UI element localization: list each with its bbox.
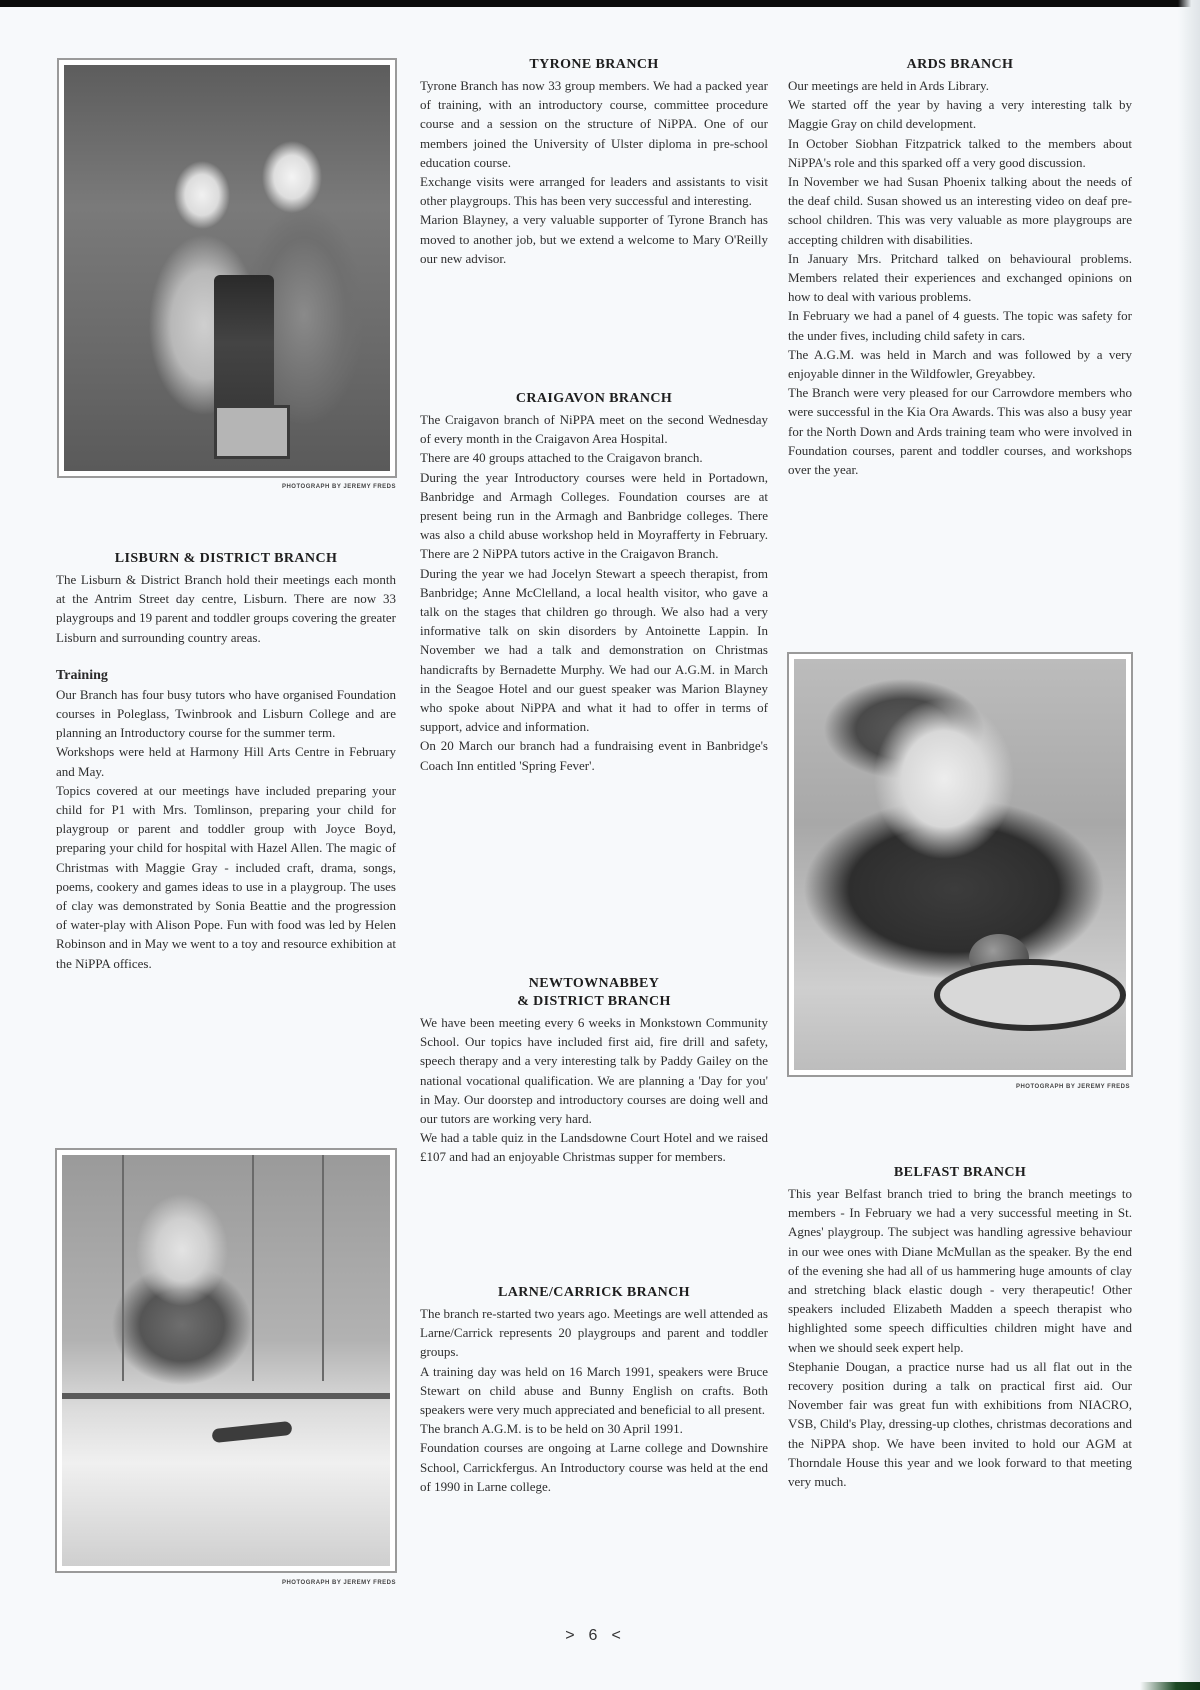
- article-heading: CRAIGAVON BRANCH: [515, 391, 673, 406]
- article-paragraph: Stephanie Dougan, a practice nurse had us all flat out in the recovery position during a talk on practical first aid. Our November fair was great fun with exhibitions from NIACRO, VSB, Child's Play, dressing-up clothes, christmas decorations and the NiPPA shop. We have been invited to hold our AGM at Thorndale House this year and we look forward to that meeting very much.: [788, 1358, 1132, 1490]
- article-newtownabbey: [420, 975, 768, 1167]
- article-larne-carrick: [420, 1284, 768, 1496]
- page-number-value: 6: [588, 1627, 612, 1644]
- article-lisburn: [56, 550, 396, 973]
- article-paragraph: In January Mrs. Pritchard talked on behavioural problems. Members related their experiences and exchanged opinions on how to deal with various problems.: [788, 250, 1132, 305]
- article-paragraph: On 20 March our branch had a fundraising event in Banbridge's Coach Inn entitled 'Spring Fever'.: [420, 738, 768, 773]
- article-paragraph: There are 40 groups attached to the Craigavon branch.: [420, 450, 703, 466]
- article-paragraph: In February we had a panel of 4 guests. The topic was safety for the under fives, including child safety in cars.: [788, 308, 1132, 343]
- scan-top-edge: [0, 0, 1200, 7]
- page-number-prefix: >: [565, 1627, 589, 1644]
- photo-toddler-high-chair: [55, 1148, 397, 1573]
- toy-base-shape: [214, 405, 290, 459]
- high-chair-tray: [62, 1393, 390, 1399]
- photo-image: [62, 1155, 390, 1566]
- article-belfast: [788, 1164, 1132, 1491]
- article-paragraph: The A.G.M. was held in March and was followed by a very enjoyable dinner in the Wildfowler, Greyabbey.: [788, 346, 1132, 382]
- article-paragraph: Workshops were held at Harmony Hill Arts Centre in February and May.: [56, 744, 396, 779]
- article-paragraph: Topics covered at our meetings have included preparing your child for P1 with Mrs. Tomlinson, preparing your child for playgroup or parent and toddler group with Joyce Boyd, preparing your child for hospital with Hazel Allen. The magic of Christmas with Maggie Gray - included craft, drama, songs, poems, cookery and games ideas to use in a playgroup. The uses of clay was demonstrated by Sonia Beattie and the progression of water-play with Alison Pope. Fun with food was led by Helen Robinson and in May we went to a toy and resource exhibition at the NiPPA offices.: [56, 782, 396, 971]
- article-heading: LISBURN & DISTRICT BRANCH: [114, 551, 338, 566]
- scan-corner-mark: [1140, 1682, 1200, 1690]
- article-paragraph: Our meetings are held in Ards Library.: [788, 78, 989, 93]
- article-paragraph: We have been meeting every 6 weeks in Monkstown Community School. Our topics have included first aid, fire drill and safety, speech therapy and a very interesting talk by Paddy Gailey on the national vocational qualification. We are planning a 'Day for you' in May. Our doorstep and introductory courses are doing well and our tutors are working very hard.: [420, 1015, 768, 1127]
- article-paragraph: We had a table quiz in the Landsdowne Court Hotel and we raised £107 and had an enjoyable Christmas supper for members.: [420, 1130, 768, 1165]
- page-number: [0, 1627, 1200, 1645]
- article-paragraph: Marion Blayney, a very valuable supporter of Tyrone Branch has moved to another job, but we extend a welcome to Mary O'Reilly our new advisor.: [420, 212, 768, 266]
- photo-children-on-toy: [57, 58, 397, 478]
- photo-child-with-pan: [787, 652, 1133, 1077]
- article-heading: TYRONE BRANCH: [529, 57, 659, 72]
- photo-image: [64, 65, 390, 471]
- article-paragraph: The branch re-started two years ago. Meetings are well attended as Larne/Carrick represents 20 playgroups and parent and toddler groups.: [420, 1306, 768, 1360]
- page-gutter-shadow: [1178, 0, 1200, 1690]
- article-paragraph: The Branch were very pleased for our Carrowdore members who were successful in the Kia Ora Awards. This was also a busy year for the North Down and Ards training team who were involved in Foundation courses, parent and toddler courses, and workshops over the year.: [788, 385, 1132, 478]
- article-paragraph: Exchange visits were arranged for leaders and assistants to visit other playgroups. This has been very successful and interesting.: [420, 174, 768, 209]
- article-paragraph: The Lisburn & District Branch hold their meetings each month at the Antrim Street day centre, Lisburn. There are now 33 playgroups and 19 parent and toddler groups covering the greater Lisburn and surrounding country areas.: [56, 572, 396, 645]
- article-craigavon: [420, 390, 768, 775]
- spoon-shape: [211, 1421, 292, 1443]
- page-number-suffix: <: [611, 1627, 635, 1644]
- article-paragraph: In November we had Susan Phoenix talking about the needs of the deaf child. Susan showed us an interesting video on deaf pre-school children. This was very valuable as more playgroups are accepting children with disabilities.: [788, 174, 1132, 247]
- article-ards: [788, 56, 1132, 479]
- article-paragraph: We started off the year by having a very interesting talk by Maggie Gray on child development.: [788, 97, 1132, 132]
- article-paragraph: This year Belfast branch tried to bring the branch meetings to members - In February we had a very successful meeting in St. Agnes' playgroup. The subject was handling agressive behaviour in our wee ones with Diane McMullan as the speaker. By the end of the evening she had all of us hammering huge amounts of clay and stretching black elastic dough - very therapeutic! Other speakers included Elizabeth Madden a speech therapist who highlighted some speech difficulties children might have and when we should seek expert help.: [788, 1186, 1132, 1355]
- article-paragraph: During the year we had Jocelyn Stewart a speech therapist, from Banbridge; Anne McClelland, a local health visitor, who gave a talk on the stages that children go through. We also had a very informative talk on skin disorders by Antoinette Lappin. In November we had a talk and demonstration on Christmas handicrafts by Bernadette Murphy. We had our A.G.M. in March in the Seagoe Hotel and our guest speaker was Marion Blayney who spoke about NiPPA and what it had to offer in terms of support, advice and information.: [420, 565, 768, 735]
- wall-panel-line: [122, 1155, 124, 1381]
- article-heading-line1: NEWTOWNABBEY: [528, 976, 660, 991]
- article-tyrone: [420, 56, 768, 268]
- article-paragraph: In October Siobhan Fitzpatrick talked to the members about NiPPA's role and this sparked off a very good discussion.: [788, 135, 1132, 170]
- photo-caption: PHOTOGRAPH BY JEREMY FREDS: [281, 484, 396, 490]
- wall-panel-line: [252, 1155, 254, 1381]
- article-heading: LARNE/CARRICK BRANCH: [498, 1285, 690, 1300]
- article-heading: BELFAST BRANCH: [893, 1165, 1027, 1180]
- article-heading: ARDS BRANCH: [906, 57, 1014, 72]
- photo-image: [794, 659, 1126, 1070]
- article-subheading: Training: [56, 667, 108, 683]
- photo-caption: PHOTOGRAPH BY JEREMY FREDS: [281, 1580, 396, 1586]
- article-paragraph: Our Branch has four busy tutors who have organised Foundation courses in Poleglass, Twinbrook and Lisburn College and are planning an Introductory course for the summer term.: [56, 686, 396, 741]
- pan-shape: [934, 959, 1126, 1031]
- article-paragraph: The Craigavon branch of NiPPA meet on the second Wednesday of every month in the Craigavon Area Hospital.: [420, 412, 768, 447]
- article-paragraph: A training day was held on 16 March 1991, speakers were Bruce Stewart on child abuse and Bunny English on crafts. Both speakers were very much appreciated and beneficial to all present.: [420, 1363, 768, 1418]
- article-paragraph: The branch A.G.M. is to be held on 30 April 1991.: [420, 1421, 683, 1437]
- article-paragraph: Tyrone Branch has now 33 group members. We had a packed year of training, with an introductory course, committee procedure course and a session on the structure of NiPPA. One of our members joined the University of Ulster diploma in pre-school education course.: [420, 78, 768, 170]
- photo-caption: PHOTOGRAPH BY JEREMY FREDS: [1015, 1084, 1130, 1090]
- wall-panel-line: [322, 1155, 324, 1381]
- article-paragraph: Foundation courses are ongoing at Larne college and Downshire School, Carrickfergus. An Introductory course was held at the end of 1990 in Larne college.: [420, 1440, 768, 1494]
- article-paragraph: During the year Introductory courses were held in Portadown, Banbridge and Armagh Colleges. Foundation courses are at present being run in the Armagh and Banbridge colleges. There was also a child abuse workshop held in Moyrafferty in February. There are 2 NiPPA tutors active in the Craigavon Branch.: [420, 469, 768, 562]
- article-heading-line2: & DISTRICT BRANCH: [517, 994, 671, 1009]
